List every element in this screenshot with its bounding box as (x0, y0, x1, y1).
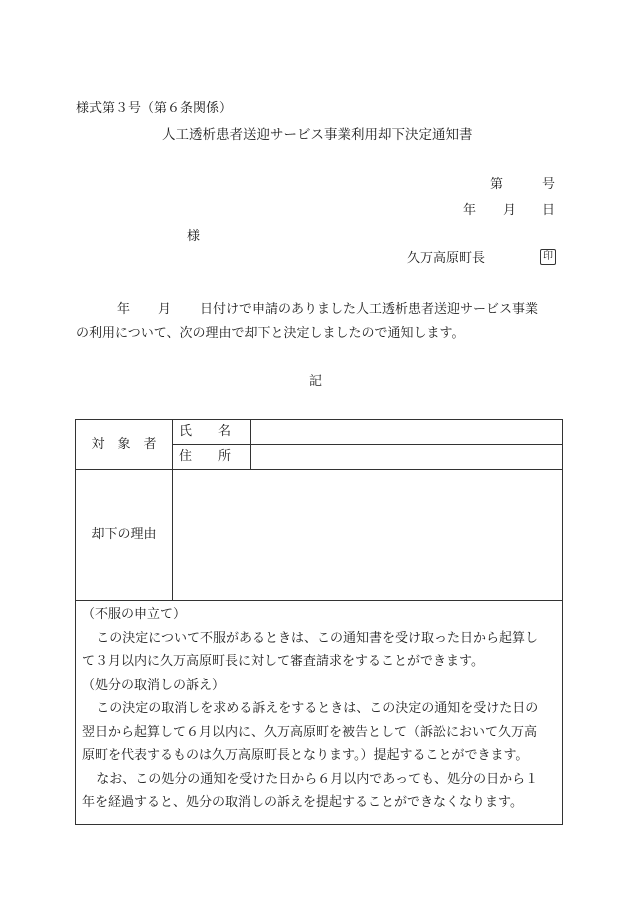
objection-line-1: この決定について不服があるときは、この通知書を受け取った日から起算し (96, 630, 539, 646)
doc-number-go: 号 (542, 177, 556, 192)
revocation-heading: （処分の取消しの訴え） (82, 677, 226, 693)
body-month: 月 (158, 302, 172, 317)
appeal-notes (76, 601, 563, 825)
seal-mark: 印 (540, 249, 556, 265)
issuer-name: 久万高原町長 (407, 251, 486, 266)
revocation-line-1: この決定の取消しを求める訴えをするときは、この決定の通知を受けた日の (96, 701, 539, 716)
recipient-honorific: 様 (187, 229, 201, 244)
objection-heading: （不服の申立て） (82, 607, 187, 622)
address-label: 住 所 (173, 445, 251, 470)
address-value (251, 445, 563, 470)
revocation-line-3: 原町を代表するものは久万高原町長となります。）提起することができます。 (82, 748, 529, 763)
revocation-line-2: 翌日から起算して６月以内に、久万高原町を被告として（訴訟において久万高 (82, 724, 538, 740)
notice-table (75, 419, 563, 825)
document-title: 人工透析患者送迎サービス事業利用却下決定通知書 (162, 127, 473, 143)
reason-label: 却下の理由 (76, 470, 173, 601)
ki-heading: 記 (309, 374, 323, 389)
body-line-2: の利用について、次の理由で却下と決定しましたので通知します。 (76, 326, 465, 341)
date-month: 月 (503, 203, 517, 218)
name-value (251, 420, 563, 445)
target-label: 対 象 者 (76, 420, 173, 470)
body-line-1: 日付けで申請のありました人工透析患者送迎サービス事業 (200, 302, 539, 317)
date-day: 日 (542, 203, 556, 218)
proviso-line-2: 年を経過すると、処分の取消しの訴えを提起することができなくなります。 (82, 795, 523, 810)
form-number: 様式第３号（第６条関係） (76, 101, 233, 116)
date-year: 年 (463, 203, 477, 218)
name-label: 氏 名 (173, 420, 251, 445)
objection-line-2: て３月以内に久万高原町長に対して審査請求をすることができます。 (82, 654, 484, 669)
proviso-line-1: なお、この処分の通知を受けた日から６月以内であっても、処分の日から１ (96, 771, 539, 787)
body-year: 年 (117, 302, 131, 317)
reason-value (173, 470, 563, 601)
doc-number-dai: 第 (490, 177, 504, 192)
